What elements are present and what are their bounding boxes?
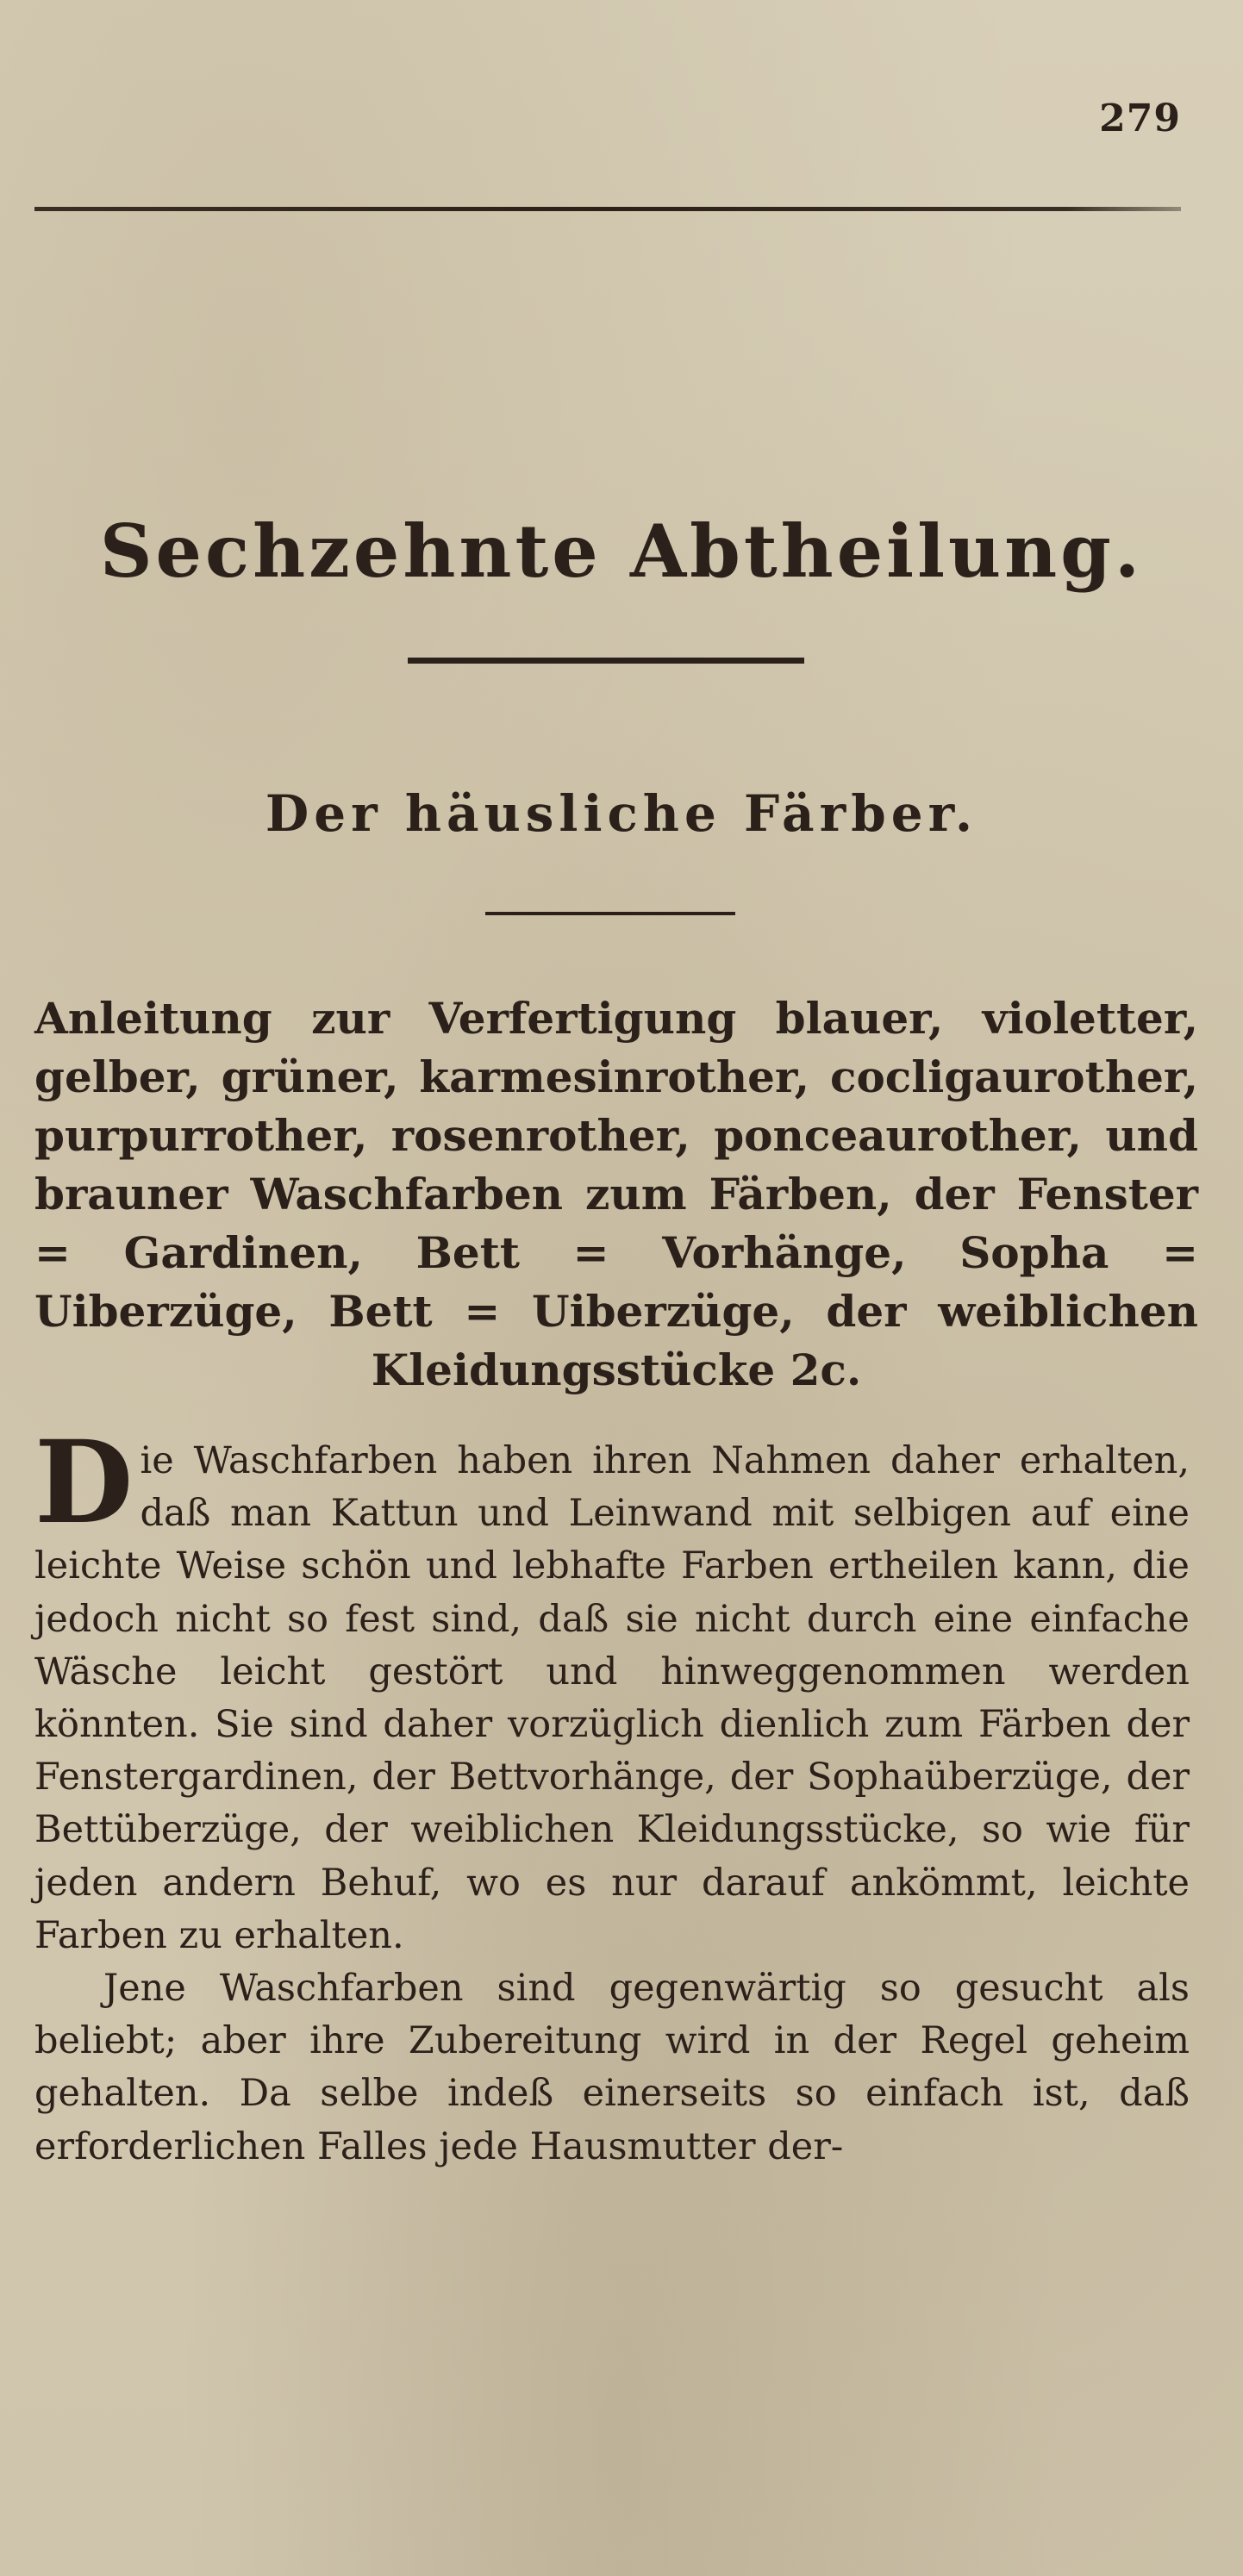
paragraph: Die Waschfarben haben ihren Nahmen daher erhalten, daß man Kattun und Leinwand mit selbigen auf eine leichte Weise schön und lebhafte Farben ertheilen kann, die jedoch nicht so fest sind, daß sie nicht durch eine einfache Wäsche leicht gestört und hinweggenommen werden könnten. Sie sind daher vorzüglich dienlich zum Färben der Fenstergardinen, der Bettvorhänge, der Sophaüberzüge, der Bettüberzüge, der weiblichen Kleidungsstücke, so wie für jeden andern Behuf, wo es nur darauf ankömmt, leichte Farben zu erhalten. [34, 1416, 1190, 1957]
instructions-heading: Anleitung zur Verfertigung blauer, violetter, gelber, grüner, karmesinrother, cocligaurother, purpurrother, rosenrother, ponceaurother, und brauner Waschfarben zum Färben, der Fenster = Gardinen, Bett = Vorhänge, Sopha = Uiberzüge, Bett = Uiberzüge, der weiblichen Kleidungsstücke 2c. [34, 993, 1198, 1395]
page-number: 279 [1099, 97, 1181, 140]
paragraph: Jene Waschfarben sind gegenwärtig so gesucht als beliebt; aber ihre Zubereitung wird in der Regel geheim gehalten. Da selbe indeß einerseits so einfach ist, daß erforderlichen Falles jede Hausmutter der- [34, 1967, 1190, 2168]
body-text [34, 1416, 1190, 2174]
section-title: Sechzehnte Abtheilung. [99, 508, 1144, 594]
subtitle: Der häusliche Färber. [265, 784, 978, 843]
title-divider [408, 658, 804, 664]
subtitle-divider [485, 912, 735, 915]
header-rule [34, 207, 1181, 211]
